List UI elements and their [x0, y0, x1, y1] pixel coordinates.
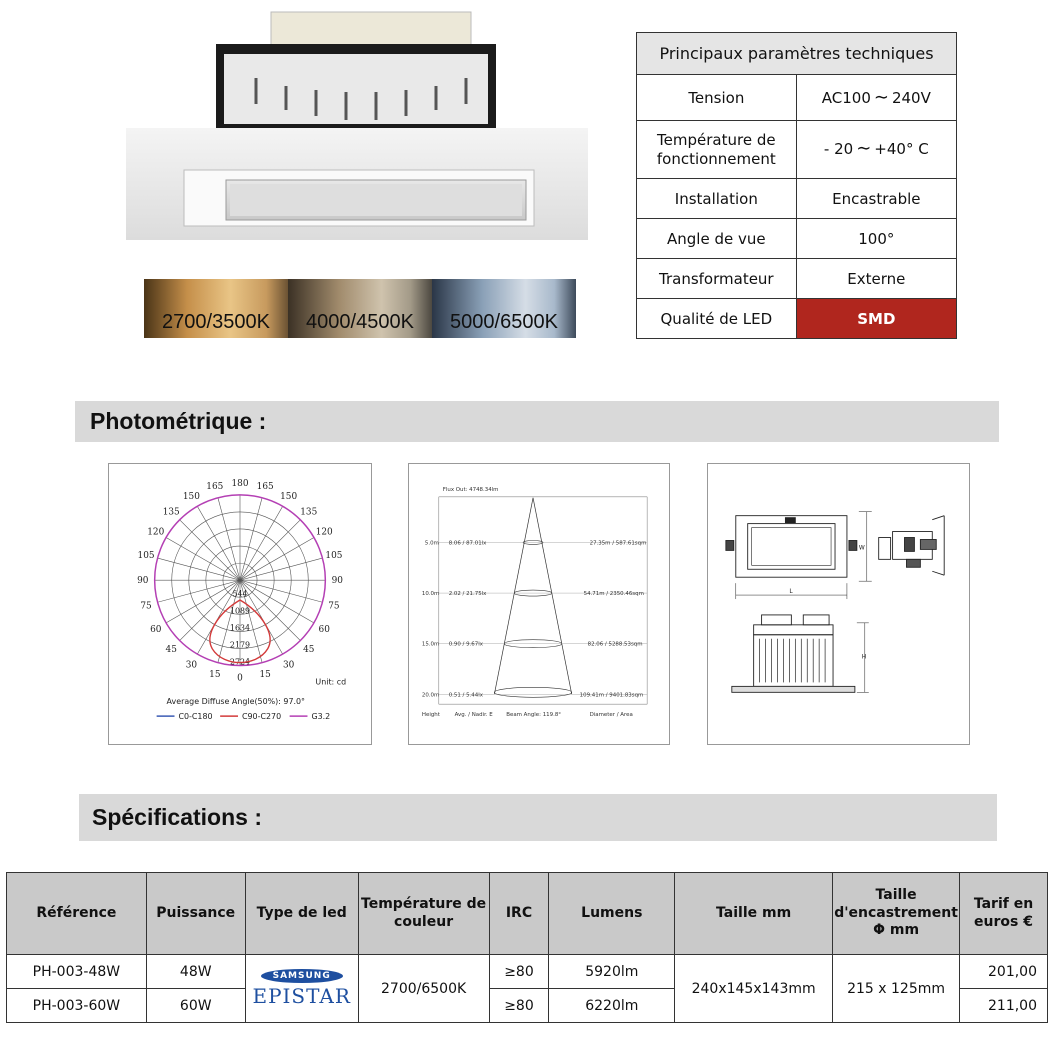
cell-color-temp: 2700/6500K: [358, 955, 489, 1023]
polar-angle-label: 135: [162, 507, 180, 518]
col-header: Puissance: [146, 873, 245, 955]
col-header: Température de couleur: [358, 873, 489, 955]
params-title: Principaux paramètres techniques: [637, 33, 957, 75]
polar-unit: Unit: cd: [315, 677, 347, 687]
cone-area: 109.41m / 9401.83sqm: [579, 692, 644, 699]
dimension-drawing: [707, 463, 970, 745]
polar-radial-label: 544: [232, 589, 248, 599]
polar-angle-label: 30: [185, 660, 198, 671]
cct-label: 4000/4500K: [306, 311, 414, 333]
polar-angle-label: 75: [328, 601, 340, 612]
photometric-heading: Photométrique :: [75, 401, 999, 442]
polar-radial-label: 2724: [229, 657, 251, 667]
cone-height: 10.0m: [421, 591, 440, 598]
specifications-heading: Spécifications :: [79, 794, 997, 841]
polar-angle-label: 45: [165, 644, 177, 655]
polar-angle-label: 135: [300, 507, 318, 518]
product-photo: [126, 8, 588, 240]
cell-cutout: 215 x 125mm: [833, 955, 960, 1023]
polar-angle-label: 60: [318, 624, 330, 635]
cct-swatch-cool: [432, 279, 576, 338]
cell-led-type: [245, 955, 358, 1023]
polar-angle-label: 75: [140, 601, 152, 612]
cct-label: 2700/3500K: [162, 311, 270, 333]
polar-angle-label: 120: [315, 527, 333, 538]
cone-footer: Avg. / Nadir. E: [454, 712, 493, 719]
polar-angle-label: 120: [147, 527, 165, 538]
legend-g32: G3.2: [311, 712, 331, 722]
cct-swatch-warm: [144, 279, 288, 338]
cone-illum: 8.06 / 87.01lx: [448, 540, 487, 547]
param-key: Température de fonctionnement: [637, 121, 797, 179]
polar-angle-label: 165: [206, 482, 224, 493]
param-key: Transformateur: [637, 259, 797, 299]
legend-c0: C0-C180: [178, 712, 213, 722]
cone-area: 27.35m / 587.61sqm: [589, 540, 647, 547]
polar-angle-label: 30: [282, 660, 295, 671]
col-header: Référence: [7, 873, 147, 955]
cell-price: 211,00: [960, 989, 1048, 1023]
cell-price: 201,00: [960, 955, 1048, 989]
dim-label-l: L: [789, 588, 793, 596]
cell-lumens: 6220lm: [549, 989, 675, 1023]
polar-radial-label: 1089: [229, 606, 251, 616]
param-key: Qualité de LED: [637, 299, 797, 339]
polar-angle-label: 105: [325, 550, 343, 561]
cone-height: 20.0m: [421, 692, 440, 699]
polar-angle-label: 45: [303, 644, 315, 655]
tilde-icon: ∼: [873, 87, 889, 108]
cone-footer: Height: [421, 712, 440, 719]
dim-label-h: H: [861, 653, 867, 661]
cell-reference: PH-003-60W: [7, 989, 147, 1023]
polar-light-distribution-diagram: [108, 463, 372, 745]
polar-angle-label: 60: [150, 624, 162, 635]
cell-power: 48W: [146, 955, 245, 989]
cell-irc: ≥80: [489, 955, 549, 989]
cell-irc: ≥80: [489, 989, 549, 1023]
polar-angle-label: 150: [182, 491, 200, 502]
samsung-epistar-logo: SAMSUNG EPISTAR: [252, 971, 351, 1008]
polar-caption: Average Diffuse Angle(50%): 97.0°: [166, 697, 306, 707]
polar-angle-label: 0: [237, 673, 243, 684]
polar-angle-label: 15: [259, 670, 271, 681]
polar-radial-label: 1634: [229, 623, 251, 633]
cct-swatch-neutral: [288, 279, 432, 338]
col-header: Taille mm: [675, 873, 833, 955]
param-value: - 20 ∼ +40° C: [796, 121, 956, 179]
col-header: IRC: [489, 873, 549, 955]
col-header: Type de led: [245, 873, 358, 955]
cone-footer: Diameter / Area: [589, 712, 633, 719]
col-header: Lumens: [549, 873, 675, 955]
col-header: Taille d'encastrement Φ mm: [833, 873, 960, 955]
cell-lumens: 5920lm: [549, 955, 675, 989]
dim-label-w: W: [858, 544, 865, 552]
table-row: [7, 955, 1048, 989]
cone-illum: 2.02 / 21.75lx: [448, 591, 487, 598]
cone-area: 54.71m / 2350.46sqm: [583, 591, 644, 598]
polar-angle-label: 15: [209, 670, 221, 681]
cone-height: 15.0m: [421, 641, 440, 648]
cone-footer: Beam Angle: 119.8°: [506, 712, 562, 719]
polar-angle-label: 180: [231, 478, 249, 489]
param-value: Encastrable: [796, 179, 956, 219]
cone-height: 5.0m: [424, 540, 439, 547]
legend-c90: C90-C270: [241, 712, 282, 722]
color-temperature-strip: [144, 279, 576, 338]
polar-angle-label: 90: [331, 576, 343, 587]
beam-cone-diagram: [408, 463, 670, 745]
specifications-table: [6, 872, 1048, 1023]
cell-size: 240x145x143mm: [675, 955, 833, 1023]
polar-radial-label: 2179: [229, 640, 251, 650]
polar-angle-label: 165: [256, 482, 274, 493]
cell-power: 60W: [146, 989, 245, 1023]
param-value: 100°: [796, 219, 956, 259]
param-key: Tension: [637, 75, 797, 121]
polar-angle-label: 150: [280, 491, 298, 502]
polar-angle-label: 105: [137, 550, 155, 561]
cell-reference: PH-003-48W: [7, 955, 147, 989]
param-value: AC100 ∼ 240V: [796, 75, 956, 121]
cct-label: 5000/6500K: [450, 311, 558, 333]
cone-area: 82.06 / 5288.53sqm: [587, 641, 643, 648]
polar-angle-label: 90: [137, 576, 149, 587]
param-key: Installation: [637, 179, 797, 219]
col-header: Tarif en euros €: [960, 873, 1048, 955]
cone-flux: Flux Out: 4748.34lm: [442, 486, 499, 493]
tilde-icon: ∼: [856, 138, 872, 160]
cone-illum: 0.51 / 5.44lx: [448, 692, 483, 699]
cone-illum: 0.90 / 9.67lx: [448, 641, 483, 648]
param-key: Angle de vue: [637, 219, 797, 259]
technical-parameters-table: [636, 32, 957, 339]
param-value-highlight: SMD: [796, 299, 956, 339]
param-value: Externe: [796, 259, 956, 299]
